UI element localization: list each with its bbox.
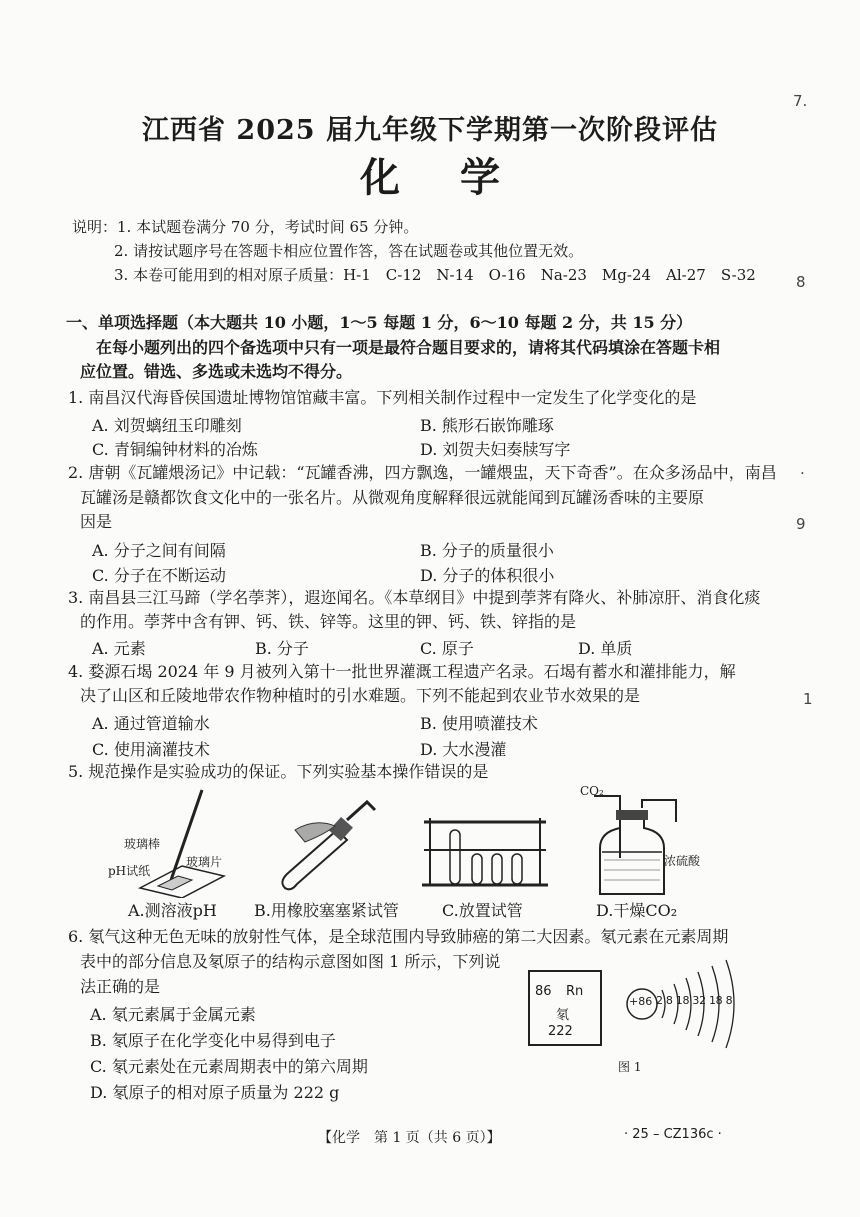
note-2: 2. 请按试题序号在答题卡相应位置作答，答在试题卷或其他位置无效。 (114, 242, 584, 260)
question-3-stem: 的作用。荸荠中含有钾、钙、铁、锌等。这里的钾、钙、铁、锌指的是 (80, 612, 577, 631)
q4-option-b: B. 使用喷灌技术 (420, 714, 538, 733)
note-1: 说明：1. 本试题卷满分 70 分，考试时间 65 分钟。 (72, 218, 419, 236)
sulfuric-acid-label: 浓硫酸 (664, 854, 701, 868)
margin-number: 1 (803, 690, 813, 708)
test-tube-rack-figure (420, 810, 550, 890)
section-instruction: 在每小题列出的四个备选项中只有一项是最符合题目要求的，请将其代码填涂在答题卡相 (96, 338, 721, 357)
margin-number: . (800, 460, 805, 478)
exam-title: 江西省 2025 届九年级下学期第一次阶段评估 (142, 115, 718, 146)
glass-slide-label: 玻璃片 (186, 855, 223, 869)
q2-option-a: A. 分子之间有间隔 (92, 541, 226, 560)
element-symbol: Rn (566, 984, 584, 999)
question-5-stem: 5. 规范操作是实验成功的保证。下列实验基本操作错误的是 (68, 762, 489, 781)
q4-option-d: D. 大水漫灌 (420, 740, 507, 759)
q3-option-d: D. 单质 (578, 639, 633, 658)
stopper-tube-figure (275, 790, 395, 895)
page-footer: 【化学 第 1 页（共 6 页）】 (318, 1130, 501, 1146)
section-heading: 一、单项选择题（本大题共 10 小题，1～5 每题 1 分，6～10 每题 2 分，共 15 分） (66, 313, 693, 332)
question-6-stem: 表中的部分信息及氡原子的结构示意图如图 1 所示，下列说 (80, 952, 501, 971)
q1-option-a: A. 刘贺螭纽玉印雕刻 (92, 416, 242, 435)
q5-option-a: A.测溶液pH (128, 901, 217, 920)
periodic-table-cell (528, 970, 602, 1046)
q6-option-a: A. 氡元素属于金属元素 (90, 1005, 256, 1024)
atomic-number: 86 (535, 984, 552, 999)
atomic-mass: 222 (548, 1024, 573, 1039)
ph-paper-label: pH试纸 (108, 864, 151, 878)
q5-option-d: D.干燥CO₂ (596, 901, 678, 920)
note-3: 3. 本卷可能用到的相对原子质量：H-1 C-12 N-14 O-16 Na-23 Mg-24 Al-27 S-32 (114, 266, 756, 284)
q2-option-c: C. 分子在不断运动 (92, 566, 226, 585)
question-4-stem: 决了山区和丘陵地带农作物种植时的引水难题。下列不能起到农业节水效果的是 (80, 686, 641, 705)
question-2-stem: 因是 (80, 512, 113, 531)
nucleus-charge: +86 (629, 995, 653, 1008)
q1-option-d: D. 刘贺夫妇奏牍写字 (420, 440, 571, 459)
q6-option-b: B. 氡原子在化学变化中易得到电子 (90, 1031, 336, 1050)
q3-option-a: A. 元素 (92, 639, 146, 658)
section-instruction: 应位置。错选、多选或未选均不得分。 (80, 362, 353, 381)
q5-option-b: B.用橡胶塞塞紧试管 (254, 901, 399, 920)
electron-shells: 2 8 18 32 18 8 (656, 994, 733, 1007)
q3-option-c: C. 原子 (420, 639, 474, 658)
question-3-stem: 3. 南昌县三江马蹄（学名荸荠），遐迩闻名。《本草纲目》中提到荸荠有降火、补肺凉肝、消食化痰 (68, 588, 761, 607)
margin-number: 7. (793, 92, 808, 110)
q3-option-b: B. 分子 (255, 639, 309, 658)
gas-drying-bottle-figure (580, 788, 690, 900)
question-6-stem: 6. 氡气这种无色无味的放射性气体，是全球范围内导致肺癌的第二大因素。氡元素在元素周期 (68, 927, 729, 946)
q1-option-b: B. 熊形石嵌饰雕琢 (420, 416, 554, 435)
q2-option-d: D. 分子的体积很小 (420, 566, 555, 585)
q2-option-b: B. 分子的质量很小 (420, 541, 554, 560)
figure-1-caption: 图 1 (618, 1060, 642, 1074)
glass-rod-label: 玻璃棒 (124, 837, 161, 851)
q1-option-c: C. 青铜编钟材料的冶炼 (92, 440, 258, 459)
q6-option-d: D. 氡原子的相对原子质量为 222 g (90, 1083, 340, 1102)
q4-option-a: A. 通过管道输水 (92, 714, 210, 733)
margin-number: 9 (796, 515, 806, 533)
question-2-stem: 2. 唐朝《瓦罐煨汤记》中记载：“瓦罐香沸，四方飘逸，一罐煨盅，天下奇香”。在众多汤品中，南昌 (68, 463, 777, 482)
question-4-stem: 4. 婺源石堨 2024 年 9 月被列入第十一批世界灌溉工程遗产名录。石堨有蓄水和灌排能力，解 (68, 662, 736, 681)
paper-code: · 25 – CZ136c · (624, 1127, 722, 1142)
question-2-stem: 瓦罐汤是赣都饮食文化中的一张名片。从微观角度解释很远就能闻到瓦罐汤香味的主要原 (80, 488, 705, 507)
co2-label: CO₂ (580, 784, 604, 798)
subject-title: 化学 (360, 154, 560, 201)
element-name: 氡 (556, 1008, 570, 1023)
q5-option-c: C.放置试管 (442, 901, 523, 920)
question-6-stem: 法正确的是 (80, 977, 161, 996)
question-1-stem: 1. 南昌汉代海昏侯国遗址博物馆馆藏丰富。下列相关制作过程中一定发生了化学变化的是 (68, 388, 697, 407)
margin-number: 8 (796, 273, 806, 291)
q6-option-c: C. 氡元素处在元素周期表中的第六周期 (90, 1057, 368, 1076)
q4-option-c: C. 使用滴灌技术 (92, 740, 210, 759)
